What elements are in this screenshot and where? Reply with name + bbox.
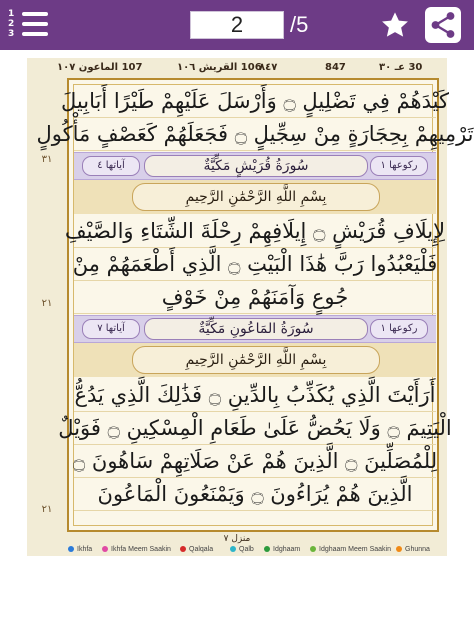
menu-number-3: 3: [8, 29, 15, 39]
manzil-label: منزل ٧: [223, 534, 251, 544]
ayat-count-badge: آياتها ٤: [82, 156, 140, 176]
legend-item: Ikhfa Meem Saakin: [102, 544, 171, 556]
legend-item: Qalb: [230, 544, 254, 556]
legend-item: Ikhfa: [68, 544, 92, 556]
bismillah-ornament: [74, 343, 436, 377]
legend-color-dot: [102, 546, 108, 552]
ruku-mark-1: ٣١: [41, 154, 53, 165]
legend-item: Idghaam: [264, 544, 300, 556]
legend-color-dot: [310, 546, 316, 552]
legend-color-dot: [68, 546, 74, 552]
legend-color-dot: [230, 546, 236, 552]
share-button[interactable]: [425, 7, 461, 43]
legend-color-dot: [180, 546, 186, 552]
verse-line: لِإِيلَافِ قُرَيْشٍ ۝ إِيلَافِهِمْ رِحْلَةَ الشِّتَاءِ وَالصَّيْفِ: [74, 215, 436, 248]
verse-line: أَرَأَيْتَ الَّذِي يُكَذِّبُ بِالدِّينِ ۝ فَذَٰلِكَ الَّذِي يَدُعُّ: [74, 379, 436, 412]
verse-line: لِلْمُصَلِّينَ ۝ الَّذِينَ هُمْ عَنْ صَلَاتِهِمْ سَاهُونَ ۝: [74, 445, 436, 478]
page-total-label: /5: [290, 12, 309, 37]
surah-header-quraish: [74, 152, 436, 180]
legend-color-dot: [396, 546, 402, 552]
bookmark-star-icon[interactable]: [379, 9, 411, 41]
share-icon: [425, 7, 461, 43]
legend-color-dot: [264, 546, 270, 552]
bismillah: بِسْمِ اللَّهِ الرَّحْمَٰنِ الرَّحِيمِ: [132, 183, 380, 211]
bismillah-ornament: [74, 180, 436, 214]
ruku-mark-3: ٢١: [41, 504, 53, 515]
legend-item: Ghunna: [396, 544, 430, 556]
page-header: [27, 60, 447, 76]
verse-line: تَرْمِيهِمْ بِحِجَارَةٍ مِنْ سِجِّيلٍ ۝ فَجَعَلَهُمْ كَعَصْفٍ مَأْكُولٍ: [74, 118, 436, 151]
page-list-menu-icon[interactable]: [8, 8, 50, 42]
ayat-count-badge: آياتها ٧: [82, 319, 140, 339]
page-number-input[interactable]: 2: [190, 11, 284, 39]
verse-line: جُوعٍ وَآمَنَهُمْ مِنْ خَوْفٍ: [74, 281, 436, 314]
ruku-count-badge: ركوعها ١: [370, 319, 428, 339]
menu-line-1: [22, 12, 48, 16]
header-surah-1: 106 القريش ١٠٦: [177, 62, 262, 73]
legend-item: Qalqala: [180, 544, 213, 556]
verse-line: الْيَتِيمَ ۝ وَلَا يَحُضُّ عَلَىٰ طَعَامِ الْمِسْكِينِ ۝ فَوَيْلٌ: [74, 412, 436, 445]
ruku-mark-2: ٢١: [41, 298, 53, 309]
ruku-count-badge: ركوعها ١: [370, 156, 428, 176]
tajweed-legend: [40, 544, 460, 556]
menu-number-2: 2: [8, 19, 15, 29]
menu-number-1: 1: [8, 9, 15, 19]
surah-title: سُورَةُ المَاعُونِ مَكِّيَّةٌ: [144, 318, 368, 340]
bismillah: بِسْمِ اللَّهِ الرَّحْمَٰنِ الرَّحِيمِ: [132, 346, 380, 374]
surah-header-maun: [74, 315, 436, 343]
verse-line: الَّذِينَ هُمْ يُرَاءُونَ ۝ وَيَمْنَعُونَ الْمَاعُونَ: [74, 478, 436, 511]
verse-line: فَلْيَعْبُدُوا رَبَّ هَٰذَا الْبَيْتِ ۝ الَّذِي أَطْعَمَهُمْ مِنْ: [74, 248, 436, 281]
menu-line-2: [22, 22, 48, 26]
verse-line: كَيْدَهُمْ فِي تَضْلِيلٍ ۝ وَأَرْسَلَ عَلَيْهِمْ طَيْرًا أَبَابِيلَ: [74, 85, 436, 118]
header-page-number: 847: [325, 62, 346, 73]
top-toolbar: [0, 0, 474, 50]
header-page-arabic: ٨٤٧: [259, 62, 278, 73]
quran-page: [27, 58, 474, 556]
menu-line-3: [22, 32, 48, 36]
legend-item: Idghaam Meem Saakin: [310, 544, 391, 556]
surah-title: سُورَةُ قُرَيْشٍ مَكِّيَّةٌ: [144, 155, 368, 177]
header-juz: 30 عـ ٣٠: [379, 62, 423, 73]
header-surah-2: 107 الماعون ١٠٧: [57, 62, 143, 73]
